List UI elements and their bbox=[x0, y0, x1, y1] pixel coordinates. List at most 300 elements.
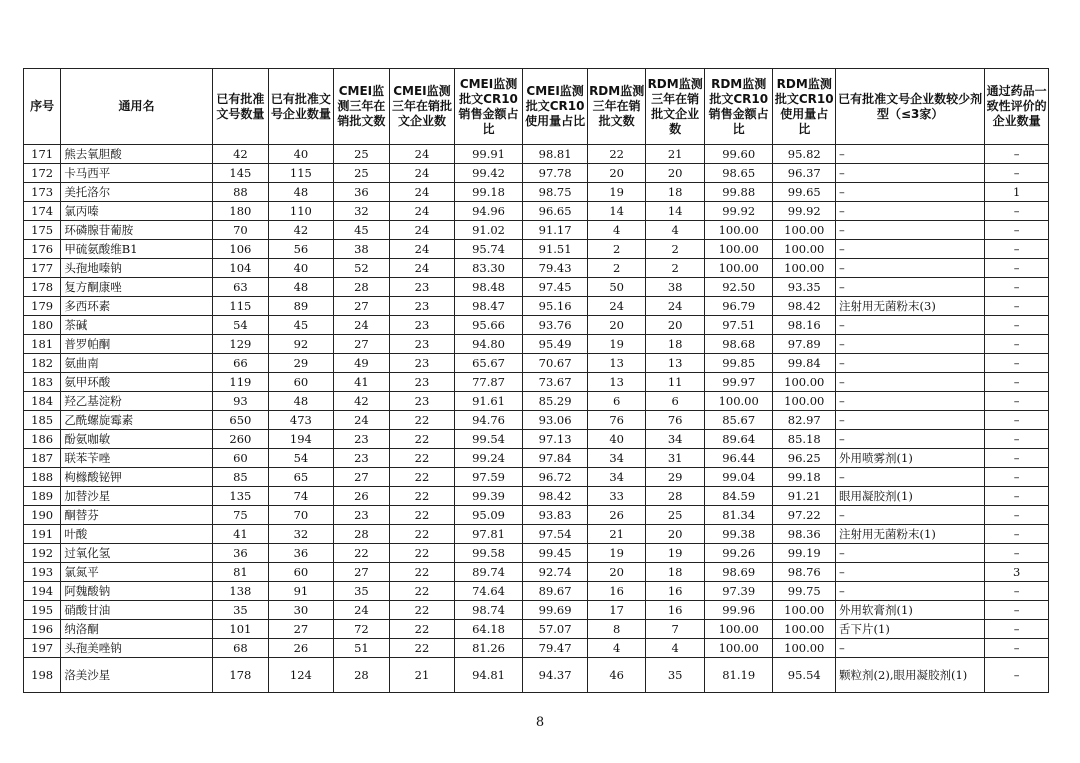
table-cell: 172 bbox=[24, 164, 61, 183]
table-cell: 49 bbox=[333, 354, 389, 373]
table-cell: 复方酮康唑 bbox=[61, 278, 212, 297]
table-cell: 74 bbox=[269, 487, 334, 506]
table-cell: – bbox=[985, 487, 1049, 506]
table-cell: 14 bbox=[646, 202, 705, 221]
table-cell: 99.45 bbox=[523, 544, 588, 563]
table-cell: 100.00 bbox=[704, 639, 773, 658]
table-cell: 3 bbox=[985, 563, 1049, 582]
table-cell: – bbox=[985, 620, 1049, 639]
table-cell: 95.66 bbox=[454, 316, 523, 335]
table-cell: – bbox=[836, 544, 985, 563]
page-number: 8 bbox=[535, 715, 545, 730]
table-cell: 4 bbox=[587, 221, 646, 240]
table-cell: 178 bbox=[24, 278, 61, 297]
table-cell: 23 bbox=[333, 430, 389, 449]
table-cell: 96.44 bbox=[704, 449, 773, 468]
table-cell: 81.34 bbox=[704, 506, 773, 525]
table-cell: 24 bbox=[390, 259, 455, 278]
table-cell: 70 bbox=[269, 506, 334, 525]
table-cell: 115 bbox=[269, 164, 334, 183]
table-cell: 100.00 bbox=[704, 259, 773, 278]
table-cell: 89.64 bbox=[704, 430, 773, 449]
table-cell: 13 bbox=[587, 354, 646, 373]
table-cell: – bbox=[836, 335, 985, 354]
table-cell: 头孢美唑钠 bbox=[61, 639, 212, 658]
column-header: RDM监测三年在销批文企业数 bbox=[646, 69, 705, 145]
table-cell: 普罗帕酮 bbox=[61, 335, 212, 354]
table-cell: – bbox=[985, 411, 1049, 430]
table-cell: 194 bbox=[24, 582, 61, 601]
column-header: 序号 bbox=[24, 69, 61, 145]
table-cell: 89.74 bbox=[454, 563, 523, 582]
table-row bbox=[24, 449, 1049, 468]
table-cell: 473 bbox=[269, 411, 334, 430]
table-cell: 34 bbox=[587, 449, 646, 468]
table-cell: 100.00 bbox=[704, 221, 773, 240]
table-cell: 6 bbox=[587, 392, 646, 411]
table-cell: 97.89 bbox=[773, 335, 836, 354]
table-cell: 99.69 bbox=[523, 601, 588, 620]
table-cell: 100.00 bbox=[773, 221, 836, 240]
table-cell: 33 bbox=[587, 487, 646, 506]
table-cell: 145 bbox=[212, 164, 268, 183]
table-cell: 28 bbox=[333, 658, 389, 693]
table-row bbox=[24, 240, 1049, 259]
table-cell: 260 bbox=[212, 430, 268, 449]
table-cell: 191 bbox=[24, 525, 61, 544]
table-cell: 叶酸 bbox=[61, 525, 212, 544]
table-cell: 98.36 bbox=[773, 525, 836, 544]
table-cell: 41 bbox=[212, 525, 268, 544]
table-cell: 23 bbox=[333, 506, 389, 525]
table-cell: 23 bbox=[390, 392, 455, 411]
table-cell: 98.47 bbox=[454, 297, 523, 316]
table-cell: 85 bbox=[212, 468, 268, 487]
table-cell: 178 bbox=[212, 658, 268, 693]
table-cell: 94.37 bbox=[523, 658, 588, 693]
table-cell: 192 bbox=[24, 544, 61, 563]
table-cell: 32 bbox=[333, 202, 389, 221]
table-cell: 99.75 bbox=[773, 582, 836, 601]
table-cell: 99.85 bbox=[704, 354, 773, 373]
table-cell: 22 bbox=[333, 544, 389, 563]
table-cell: 91 bbox=[269, 582, 334, 601]
table-cell: 95.82 bbox=[773, 145, 836, 164]
table-cell: 26 bbox=[333, 487, 389, 506]
table-cell: 79.47 bbox=[523, 639, 588, 658]
table-cell: 29 bbox=[269, 354, 334, 373]
table-row bbox=[24, 297, 1049, 316]
table-cell: 23 bbox=[390, 297, 455, 316]
column-header: 通用名 bbox=[61, 69, 212, 145]
table-cell: 65.67 bbox=[454, 354, 523, 373]
table-cell: – bbox=[985, 506, 1049, 525]
table-cell: – bbox=[836, 392, 985, 411]
table-cell: 27 bbox=[269, 620, 334, 639]
table-cell: 183 bbox=[24, 373, 61, 392]
table-cell: 97.45 bbox=[523, 278, 588, 297]
table-row bbox=[24, 145, 1049, 164]
table-cell: 38 bbox=[646, 278, 705, 297]
table-cell: – bbox=[985, 544, 1049, 563]
table-cell: 13 bbox=[587, 373, 646, 392]
table-cell: 97.51 bbox=[704, 316, 773, 335]
column-header: 已有批准文号企业数较少剂型（≤3家） bbox=[836, 69, 985, 145]
table-cell: 98.81 bbox=[523, 145, 588, 164]
table-cell: 24 bbox=[333, 411, 389, 430]
table-cell: 193 bbox=[24, 563, 61, 582]
table-cell: 63 bbox=[212, 278, 268, 297]
table-cell: 42 bbox=[333, 392, 389, 411]
table-header-row bbox=[24, 69, 1049, 145]
table-cell: 24 bbox=[646, 297, 705, 316]
table-cell: 174 bbox=[24, 202, 61, 221]
table-cell: 176 bbox=[24, 240, 61, 259]
table-cell: 26 bbox=[587, 506, 646, 525]
column-header: RDM监测批文CR10销售金额占比 bbox=[704, 69, 773, 145]
table-cell: 25 bbox=[333, 145, 389, 164]
table-cell: 28 bbox=[333, 278, 389, 297]
table-cell: 98.42 bbox=[523, 487, 588, 506]
table-cell: 注射用无菌粉末(1) bbox=[836, 525, 985, 544]
table-cell: – bbox=[836, 582, 985, 601]
table-cell: 177 bbox=[24, 259, 61, 278]
table-cell: 182 bbox=[24, 354, 61, 373]
table-cell: 97.54 bbox=[523, 525, 588, 544]
table-cell: 99.24 bbox=[454, 449, 523, 468]
table-cell: 100.00 bbox=[773, 639, 836, 658]
table-cell: 酮替芬 bbox=[61, 506, 212, 525]
table-cell: 35 bbox=[646, 658, 705, 693]
table-row bbox=[24, 544, 1049, 563]
table-cell: 91.21 bbox=[773, 487, 836, 506]
table-cell: 99.88 bbox=[704, 183, 773, 202]
table-cell: – bbox=[985, 601, 1049, 620]
column-header: 已有批准文号企业数量 bbox=[269, 69, 334, 145]
table-cell: 99.96 bbox=[704, 601, 773, 620]
table-cell: – bbox=[836, 316, 985, 335]
table-cell: – bbox=[985, 449, 1049, 468]
table-row bbox=[24, 582, 1049, 601]
table-cell: 22 bbox=[390, 639, 455, 658]
table-cell: 25 bbox=[646, 506, 705, 525]
table-row bbox=[24, 183, 1049, 202]
table-cell: 17 bbox=[587, 601, 646, 620]
table-cell: 100.00 bbox=[704, 240, 773, 259]
table-cell: 30 bbox=[269, 601, 334, 620]
table-cell: 95.49 bbox=[523, 335, 588, 354]
table-cell: 颗粒剂(2),眼用凝胶剂(1) bbox=[836, 658, 985, 693]
table-cell: 22 bbox=[390, 468, 455, 487]
table-cell: 99.39 bbox=[454, 487, 523, 506]
table-cell: 72 bbox=[333, 620, 389, 639]
table-cell: 195 bbox=[24, 601, 61, 620]
table-cell: 卡马西平 bbox=[61, 164, 212, 183]
table-cell: 51 bbox=[333, 639, 389, 658]
table-row bbox=[24, 354, 1049, 373]
table-cell: 110 bbox=[269, 202, 334, 221]
table-cell: 93.83 bbox=[523, 506, 588, 525]
table-cell: 23 bbox=[390, 316, 455, 335]
table-cell: 99.42 bbox=[454, 164, 523, 183]
table-cell: 97.13 bbox=[523, 430, 588, 449]
table-cell: 99.65 bbox=[773, 183, 836, 202]
table-cell: 99.54 bbox=[454, 430, 523, 449]
table-cell: 185 bbox=[24, 411, 61, 430]
table-cell: 36 bbox=[333, 183, 389, 202]
table-cell: 99.97 bbox=[704, 373, 773, 392]
table-cell: 加替沙星 bbox=[61, 487, 212, 506]
table-cell: 104 bbox=[212, 259, 268, 278]
table-cell: 眼用凝胶剂(1) bbox=[836, 487, 985, 506]
table-cell: 24 bbox=[390, 164, 455, 183]
table-cell: 198 bbox=[24, 658, 61, 693]
table-cell: 4 bbox=[646, 221, 705, 240]
table-cell: 22 bbox=[390, 411, 455, 430]
column-header: 已有批准文号数量 bbox=[212, 69, 268, 145]
table-cell: 21 bbox=[587, 525, 646, 544]
table-cell: 98.76 bbox=[773, 563, 836, 582]
table-row bbox=[24, 506, 1049, 525]
table-row bbox=[24, 392, 1049, 411]
table-cell: 100.00 bbox=[704, 392, 773, 411]
table-cell: 28 bbox=[646, 487, 705, 506]
table-cell: 羟乙基淀粉 bbox=[61, 392, 212, 411]
table-cell: 36 bbox=[212, 544, 268, 563]
table-cell: 92.50 bbox=[704, 278, 773, 297]
table-cell: – bbox=[985, 658, 1049, 693]
table-cell: 23 bbox=[390, 373, 455, 392]
table-cell: 95.54 bbox=[773, 658, 836, 693]
table-cell: 99.18 bbox=[773, 468, 836, 487]
table-cell: 21 bbox=[646, 145, 705, 164]
table-cell: 45 bbox=[333, 221, 389, 240]
table-cell: 48 bbox=[269, 392, 334, 411]
table-cell: 60 bbox=[269, 563, 334, 582]
table-cell: 189 bbox=[24, 487, 61, 506]
table-cell: 54 bbox=[269, 449, 334, 468]
table-cell: 外用喷雾剂(1) bbox=[836, 449, 985, 468]
table-cell: 194 bbox=[269, 430, 334, 449]
table-cell: 181 bbox=[24, 335, 61, 354]
table-cell: 96.37 bbox=[773, 164, 836, 183]
table-cell: 138 bbox=[212, 582, 268, 601]
table-cell: 74.64 bbox=[454, 582, 523, 601]
table-cell: 舌下片(1) bbox=[836, 620, 985, 639]
table-cell: 22 bbox=[587, 145, 646, 164]
table-cell: 环磷腺苷葡胺 bbox=[61, 221, 212, 240]
drug-approval-table bbox=[23, 68, 1049, 693]
table-cell: 22 bbox=[390, 449, 455, 468]
table-cell: – bbox=[985, 430, 1049, 449]
table-cell: 96.79 bbox=[704, 297, 773, 316]
table-cell: 21 bbox=[390, 658, 455, 693]
table-cell: 32 bbox=[269, 525, 334, 544]
table-cell: 纳洛酮 bbox=[61, 620, 212, 639]
table-cell: 40 bbox=[269, 259, 334, 278]
table-cell: 97.22 bbox=[773, 506, 836, 525]
table-cell: 99.19 bbox=[773, 544, 836, 563]
table-cell: 65 bbox=[269, 468, 334, 487]
table-cell: 50 bbox=[587, 278, 646, 297]
table-cell: 98.75 bbox=[523, 183, 588, 202]
table-cell: 34 bbox=[587, 468, 646, 487]
table-cell: – bbox=[985, 202, 1049, 221]
table-cell: 76 bbox=[587, 411, 646, 430]
table-row bbox=[24, 164, 1049, 183]
table-cell: 97.81 bbox=[454, 525, 523, 544]
table-cell: 81 bbox=[212, 563, 268, 582]
table-cell: 20 bbox=[646, 525, 705, 544]
table-cell: 31 bbox=[646, 449, 705, 468]
table-cell: – bbox=[836, 202, 985, 221]
table-cell: 14 bbox=[587, 202, 646, 221]
table-cell: 97.59 bbox=[454, 468, 523, 487]
column-header: 通过药品一致性评价的企业数量 bbox=[985, 69, 1049, 145]
table-cell: 115 bbox=[212, 297, 268, 316]
table-cell: 8 bbox=[587, 620, 646, 639]
table-cell: 85.29 bbox=[523, 392, 588, 411]
table-cell: 97.39 bbox=[704, 582, 773, 601]
table-cell: – bbox=[836, 430, 985, 449]
table-cell: 27 bbox=[333, 335, 389, 354]
table-cell: 熊去氧胆酸 bbox=[61, 145, 212, 164]
table-cell: 81.19 bbox=[704, 658, 773, 693]
table-row bbox=[24, 487, 1049, 506]
table-cell: 184 bbox=[24, 392, 61, 411]
table-cell: 20 bbox=[587, 316, 646, 335]
table-cell: 91.02 bbox=[454, 221, 523, 240]
table-cell: 35 bbox=[333, 582, 389, 601]
table-cell: 酚氨咖敏 bbox=[61, 430, 212, 449]
table-cell: – bbox=[836, 373, 985, 392]
table-cell: 99.18 bbox=[454, 183, 523, 202]
table-cell: 100.00 bbox=[773, 240, 836, 259]
table-cell: – bbox=[836, 183, 985, 202]
table-cell: – bbox=[836, 411, 985, 430]
table-cell: 24 bbox=[390, 202, 455, 221]
table-cell: 20 bbox=[587, 164, 646, 183]
table-row bbox=[24, 221, 1049, 240]
table-cell: 23 bbox=[390, 278, 455, 297]
table-cell: – bbox=[836, 278, 985, 297]
table-cell: 联苯苄唑 bbox=[61, 449, 212, 468]
table-cell: 99.26 bbox=[704, 544, 773, 563]
table-cell: 氨曲南 bbox=[61, 354, 212, 373]
table-cell: 173 bbox=[24, 183, 61, 202]
table-cell: 100.00 bbox=[773, 620, 836, 639]
table-cell: 18 bbox=[646, 563, 705, 582]
table-cell: 81.26 bbox=[454, 639, 523, 658]
table-cell: 42 bbox=[269, 221, 334, 240]
table-cell: 99.92 bbox=[704, 202, 773, 221]
table-cell: 2 bbox=[587, 259, 646, 278]
table-cell: 92 bbox=[269, 335, 334, 354]
table-cell: 24 bbox=[333, 316, 389, 335]
table-cell: 23 bbox=[390, 354, 455, 373]
table-row bbox=[24, 468, 1049, 487]
table-cell: – bbox=[985, 145, 1049, 164]
table-cell: 42 bbox=[212, 145, 268, 164]
table-cell: – bbox=[836, 468, 985, 487]
table-row bbox=[24, 620, 1049, 639]
table-row bbox=[24, 639, 1049, 658]
table-cell: 24 bbox=[390, 145, 455, 164]
table-cell: 135 bbox=[212, 487, 268, 506]
table-cell: 19 bbox=[587, 544, 646, 563]
table-cell: 93 bbox=[212, 392, 268, 411]
table-cell: 56 bbox=[269, 240, 334, 259]
table-cell: 186 bbox=[24, 430, 61, 449]
table-cell: 45 bbox=[269, 316, 334, 335]
table-cell: – bbox=[836, 639, 985, 658]
table-cell: 99.91 bbox=[454, 145, 523, 164]
table-cell: 40 bbox=[269, 145, 334, 164]
table-cell: 64.18 bbox=[454, 620, 523, 639]
table-cell: 多西环素 bbox=[61, 297, 212, 316]
table-cell: – bbox=[985, 316, 1049, 335]
table-cell: 91.51 bbox=[523, 240, 588, 259]
table-cell: 60 bbox=[212, 449, 268, 468]
table-cell: 36 bbox=[269, 544, 334, 563]
table-cell: 98.42 bbox=[773, 297, 836, 316]
table-cell: 129 bbox=[212, 335, 268, 354]
table-cell: 35 bbox=[212, 601, 268, 620]
table-cell: 48 bbox=[269, 183, 334, 202]
column-header: CMEI监测批文CR10销售金额占比 bbox=[454, 69, 523, 145]
table-cell: 24 bbox=[390, 183, 455, 202]
table-cell: 22 bbox=[390, 563, 455, 582]
table-cell: 95.74 bbox=[454, 240, 523, 259]
table-cell: 70 bbox=[212, 221, 268, 240]
table-cell: 98.69 bbox=[704, 563, 773, 582]
column-header: CMEI监测三年在销批文数 bbox=[333, 69, 389, 145]
table-cell: 99.60 bbox=[704, 145, 773, 164]
table-cell: – bbox=[985, 259, 1049, 278]
column-header: CMEI监测三年在销批文企业数 bbox=[390, 69, 455, 145]
table-cell: 93.06 bbox=[523, 411, 588, 430]
table-cell: 19 bbox=[587, 183, 646, 202]
table-cell: 外用软膏剂(1) bbox=[836, 601, 985, 620]
table-row bbox=[24, 373, 1049, 392]
table-cell: 24 bbox=[390, 240, 455, 259]
table-cell: – bbox=[836, 259, 985, 278]
table-cell: 46 bbox=[587, 658, 646, 693]
table-cell: 73.67 bbox=[523, 373, 588, 392]
table-cell: – bbox=[836, 221, 985, 240]
table-cell: 2 bbox=[646, 259, 705, 278]
table-cell: 22 bbox=[390, 582, 455, 601]
table-cell: 2 bbox=[587, 240, 646, 259]
table-cell: 95.16 bbox=[523, 297, 588, 316]
table-cell: 氯氮平 bbox=[61, 563, 212, 582]
table-cell: 阿魏酸钠 bbox=[61, 582, 212, 601]
table-cell: 16 bbox=[646, 582, 705, 601]
table-cell: 洛美沙星 bbox=[61, 658, 212, 693]
table-cell: 100.00 bbox=[704, 620, 773, 639]
table-cell: 48 bbox=[269, 278, 334, 297]
table-cell: 1 bbox=[985, 183, 1049, 202]
table-cell: 92.74 bbox=[523, 563, 588, 582]
table-cell: 23 bbox=[390, 335, 455, 354]
table-cell: 171 bbox=[24, 145, 61, 164]
table-cell: 187 bbox=[24, 449, 61, 468]
table-cell: 美托洛尔 bbox=[61, 183, 212, 202]
table-cell: – bbox=[985, 221, 1049, 240]
table-cell: 氯丙嗪 bbox=[61, 202, 212, 221]
table-cell: – bbox=[985, 392, 1049, 411]
table-cell: 过氧化氢 bbox=[61, 544, 212, 563]
